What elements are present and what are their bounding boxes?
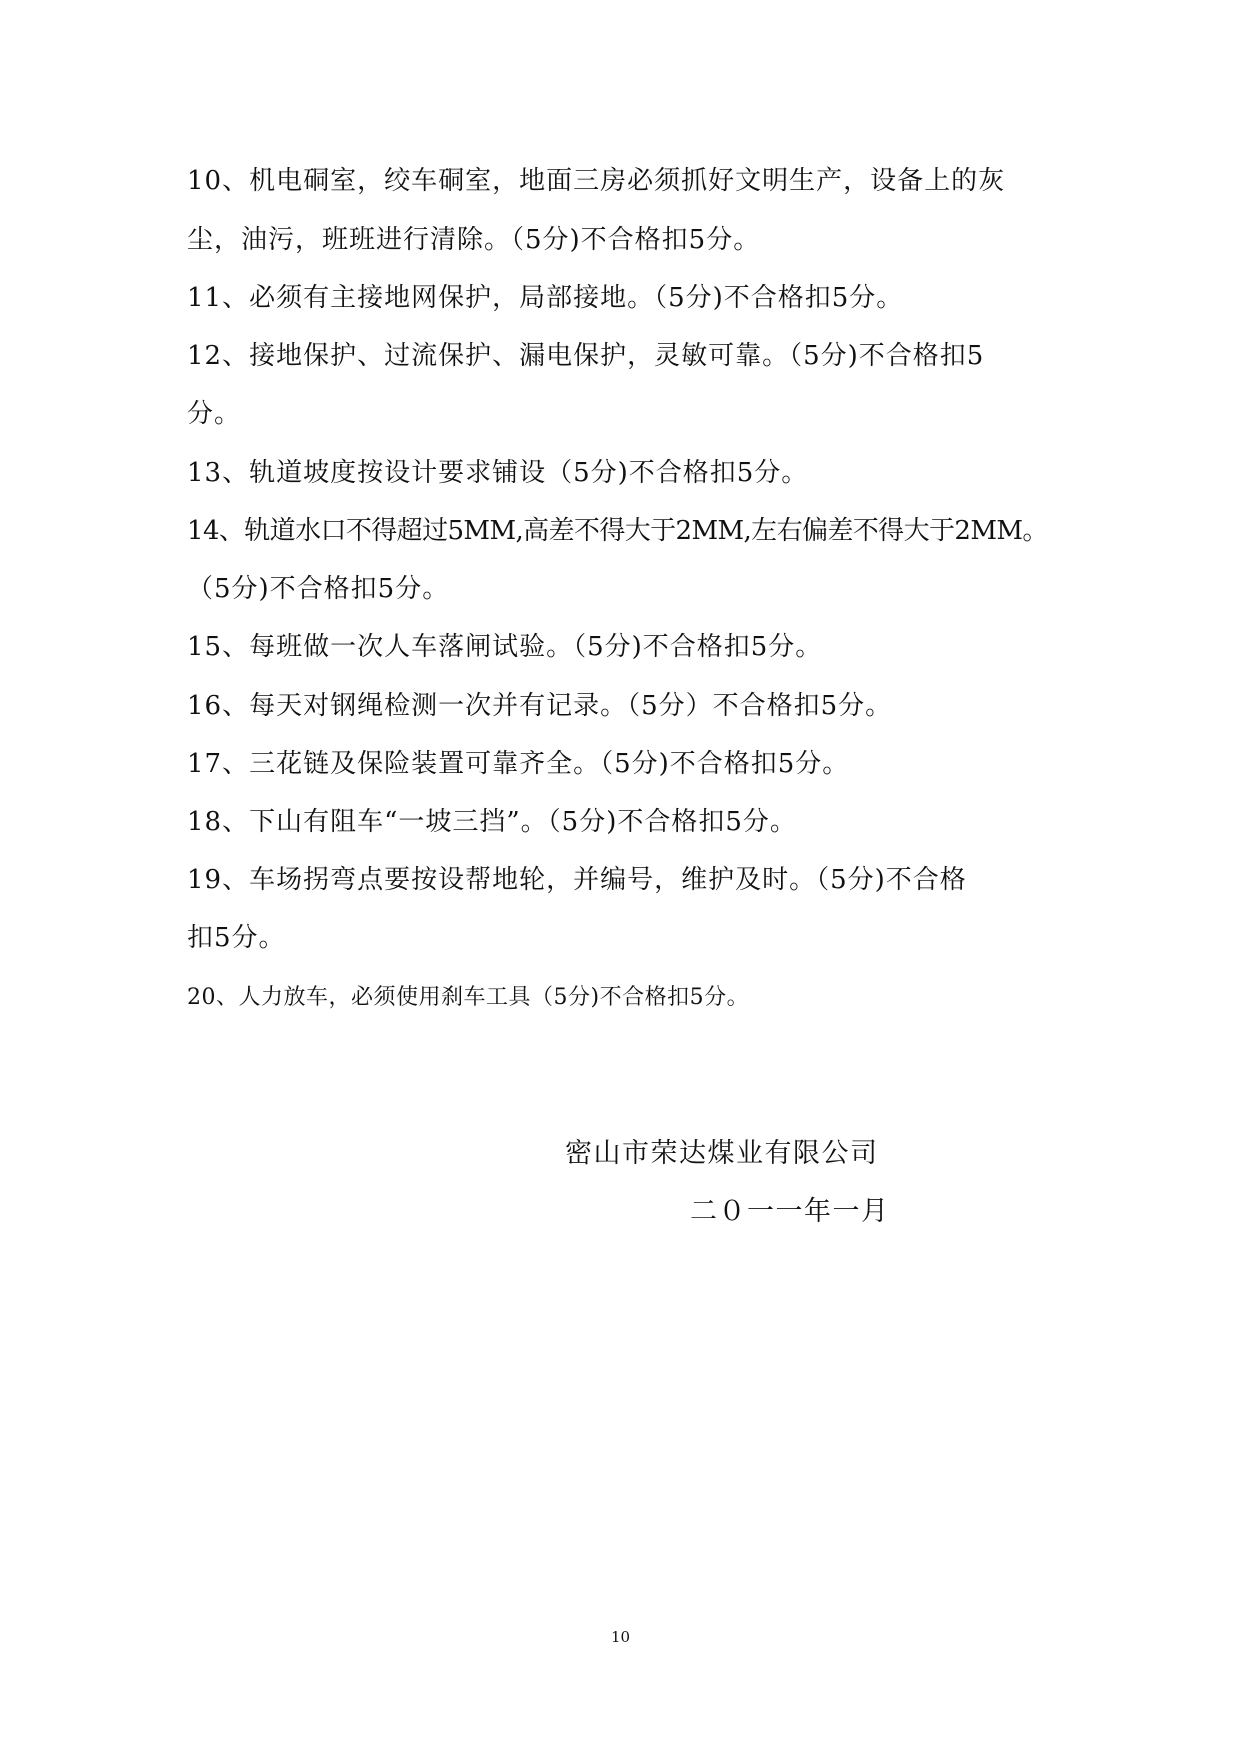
rule-13: 13、轨道坡度按设计要求铺设（5分)不合格扣5分。 [187,458,809,488]
rule-10-line-1: 10、机电硐室，绞车硐室，地面三房必须抓好文明生产，设备上的灰 [187,166,1006,196]
rule-12-line-2: 分。 [187,399,242,429]
rule-12-line-1: 12、接地保护、过流保护、漏电保护，灵敏可靠。（5分)不合格扣5 [187,341,985,371]
page-number: 10 [610,1628,631,1646]
rule-18: 18、下山有阻车“一坡三挡”。（5分)不合格扣5分。 [187,807,797,837]
rule-16: 16、每天对钢绳检测一次并有记录。（5分）不合格扣5分。 [187,691,893,721]
rule-10-line-2: 尘，油污，班班进行清除。（5分)不合格扣5分。 [187,225,761,255]
rule-19-line-1: 19、车场拐弯点要按设帮地轮，并编号，维护及时。（5分)不合格 [187,865,967,895]
rule-19-line-2: 扣5分。 [187,923,286,953]
rule-20: 20、人力放车，必须使用刹车工具（5分)不合格扣5分。 [187,985,750,1010]
rule-14-line-2: （5分)不合格扣5分。 [187,574,450,604]
rule-14-line-1: 14、轨道水口不得超过5MM,高差不得大于2MM,左右偏差不得大于2MM。 [187,516,1048,546]
company-name: 密山市荣达煤业有限公司 [565,1138,879,1169]
rule-11: 11、必须有主接地网保护，局部接地。（5分)不合格扣5分。 [187,283,904,313]
rule-17: 17、三花链及保险装置可靠齐全。（5分)不合格扣5分。 [187,749,850,779]
rule-15: 15、每班做一次人车落闸试验。（5分)不合格扣5分。 [187,632,823,662]
document-date: 二０一一年一月 [690,1196,890,1227]
